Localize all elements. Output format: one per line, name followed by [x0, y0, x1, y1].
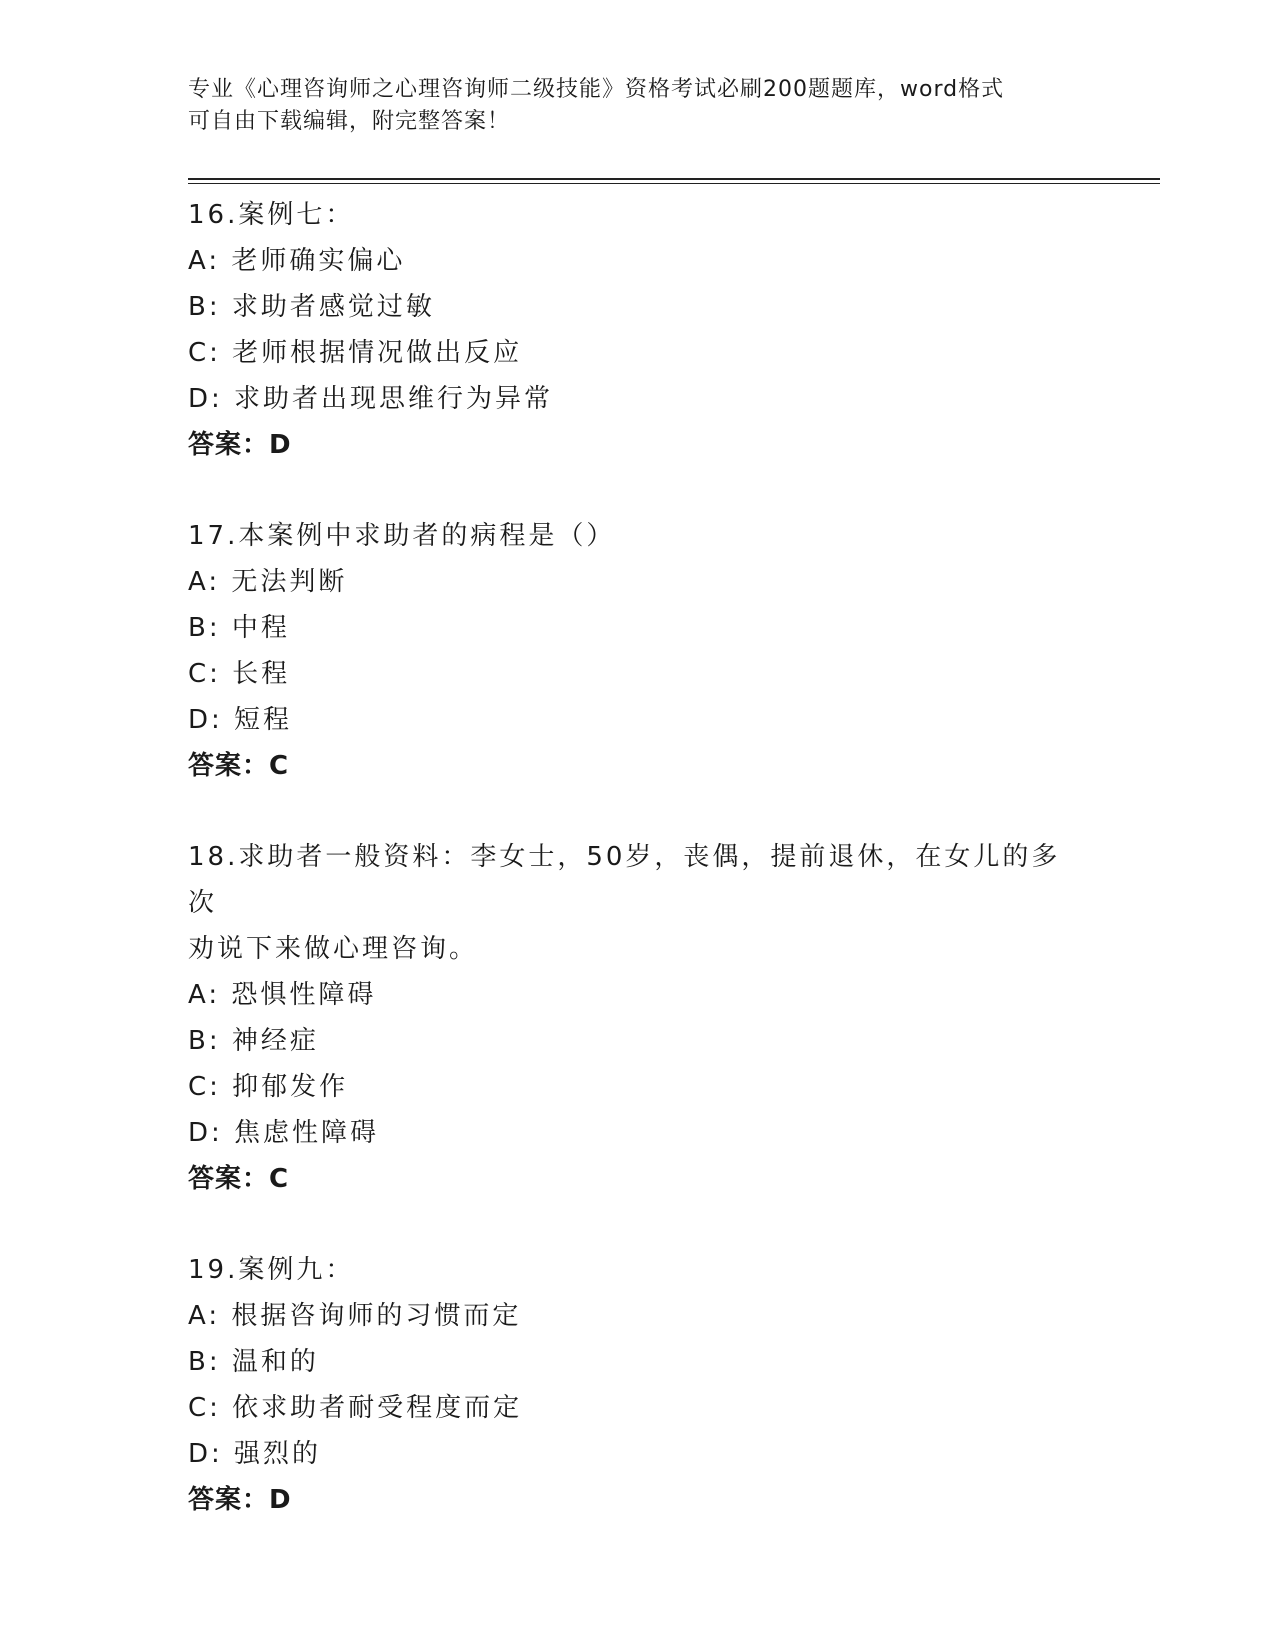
answer-label: 答案：C	[188, 1164, 290, 1194]
document-header	[188, 74, 1088, 138]
question-17	[188, 513, 1088, 789]
question-stem-line-2: 劝说下来做心理咨询。	[188, 934, 479, 964]
question-18	[188, 834, 1088, 1202]
header-line-2: 可自由下载编辑，附完整答案！	[188, 109, 511, 134]
option-a: A: 根据咨询师的习惯而定	[188, 1301, 522, 1331]
question-19	[188, 1247, 1088, 1523]
option-d: D: 焦虑性障碍	[188, 1118, 380, 1148]
option-b: B: 神经症	[188, 1026, 319, 1056]
question-16	[188, 192, 1088, 468]
option-d: D: 求助者出现思维行为异常	[188, 384, 554, 414]
answer-label: 答案：C	[188, 751, 290, 781]
header-divider-thick	[188, 178, 1160, 180]
option-b: B: 温和的	[188, 1347, 319, 1377]
question-stem-line-1: 18.求助者一般资料：李女士，50岁，丧偶，提前退休，在女儿的多次	[188, 842, 1061, 918]
option-d: D: 短程	[188, 705, 293, 735]
option-c: C: 依求助者耐受程度而定	[188, 1393, 523, 1423]
question-stem: 19.案例九：	[188, 1255, 355, 1285]
question-list	[188, 192, 1088, 1568]
option-b: B: 求助者感觉过敏	[188, 292, 435, 322]
option-d: D: 强烈的	[188, 1439, 322, 1469]
header-divider-thin	[188, 183, 1160, 184]
answer-label: 答案：D	[188, 1485, 292, 1515]
header-line-1: 专业《心理咨询师之心理咨询师二级技能》资格考试必刷200题题库，word格式	[188, 77, 1005, 102]
option-c: C: 长程	[188, 659, 291, 689]
option-a: A: 恐惧性障碍	[188, 980, 377, 1010]
answer-label: 答案：D	[188, 430, 292, 460]
option-a: A: 老师确实偏心	[188, 246, 406, 276]
option-b: B: 中程	[188, 613, 290, 643]
option-c: C: 老师根据情况做出反应	[188, 338, 523, 368]
question-stem: 17.本案例中求助者的病程是（）	[188, 521, 616, 551]
option-a: A: 无法判断	[188, 567, 348, 597]
option-c: C: 抑郁发作	[188, 1072, 349, 1102]
question-stem: 16.案例七：	[188, 200, 355, 230]
